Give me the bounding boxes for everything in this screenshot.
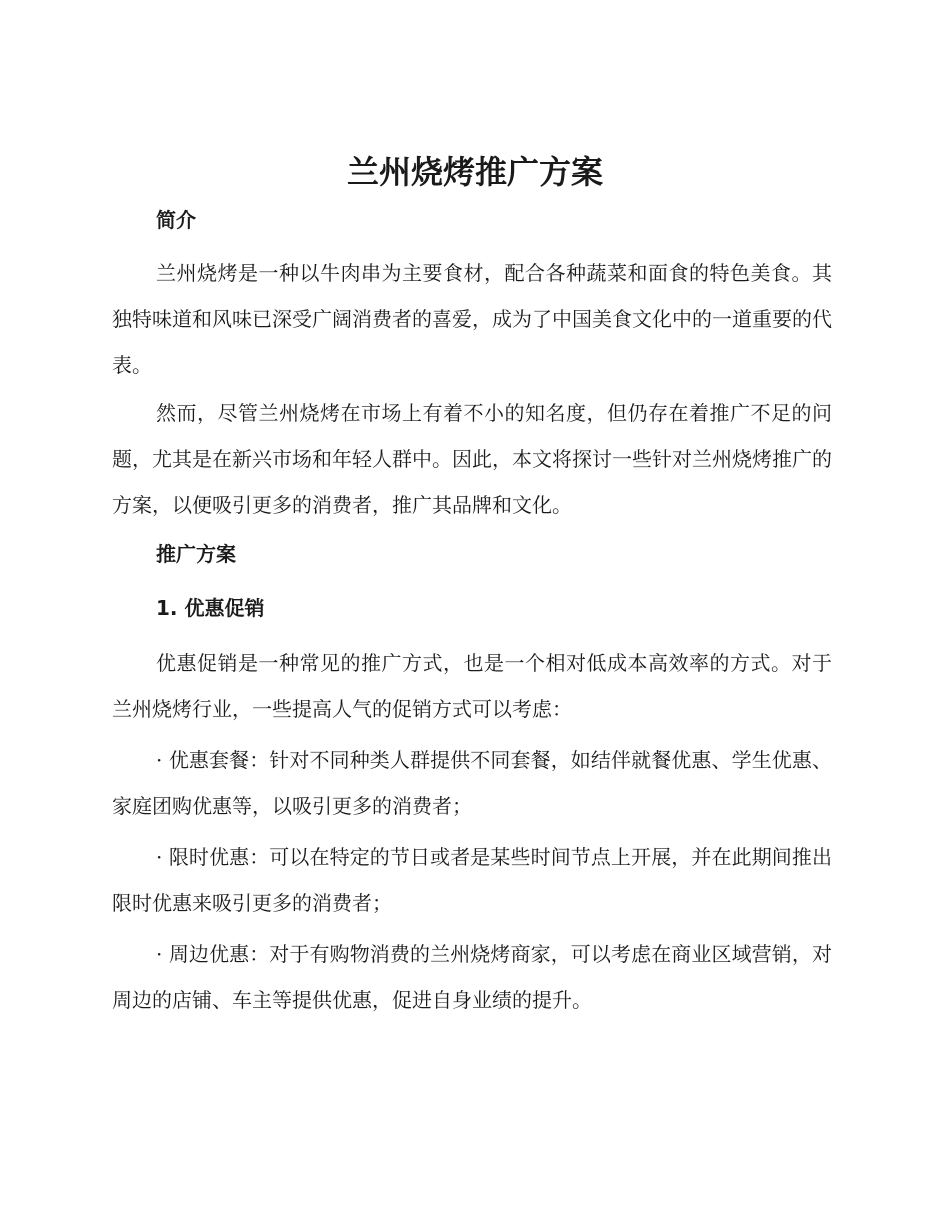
- bullet-item-limited-time: · 限时优惠：可以在特定的节日或者是某些时间节点上开展，并在此期间推出限时优惠来吸引更多的消费者；: [112, 845, 832, 915]
- bullet-item-nearby: · 周边优惠：对于有购物消费的兰州烧烤商家，可以考虑在商业区域营销，对周边的店铺、车主等提供优惠，促进自身业绩的提升。: [112, 942, 832, 1012]
- intro-paragraph-1: 兰州烧烤是一种以牛肉串为主要食材，配合各种蔬菜和面食的特色美食。其独特味道和风味已深受广阔消费者的喜爱，成为了中国美食文化中的一道重要的代表。: [112, 261, 832, 377]
- intro-paragraph-2: 然而，尽管兰州烧烤在市场上有着不小的知名度，但仍存在着推广不足的问题，尤其是在新兴市场和年轻人群中。因此，本文将探讨一些针对兰州烧烤推广的方案，以便吸引更多的消费者，推广其品牌和文化。: [112, 401, 832, 517]
- section-heading-plan: 推广方案: [156, 542, 236, 566]
- section-heading-intro: 简介: [156, 208, 196, 232]
- promotion-intro-paragraph: 优惠促销是一种常见的推广方式，也是一个相对低成本高效率的方式。对于兰州烧烤行业，一些提高人气的促销方式可以考虑：: [112, 651, 832, 721]
- bullet-item-package: · 优惠套餐：针对不同种类人群提供不同套餐，如结伴就餐优惠、学生优惠、家庭团购优惠等，以吸引更多的消费者；: [112, 748, 832, 818]
- document-title: 兰州烧烤推广方案: [346, 153, 603, 191]
- subsection-heading-promotion: 1. 优惠促销: [156, 596, 265, 620]
